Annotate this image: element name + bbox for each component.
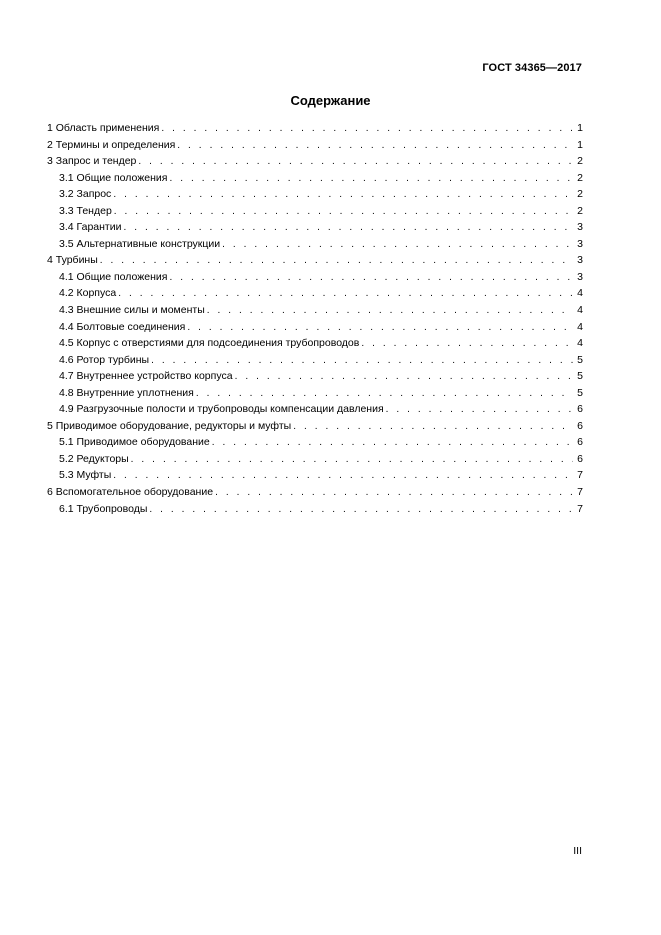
toc-entry-label: 6.1 Трубопроводы: [59, 502, 148, 515]
toc-entry-page: 6: [577, 436, 583, 449]
toc-entry-page: 4: [577, 320, 583, 333]
toc-dot-leader: [169, 171, 573, 187]
toc-dot-leader: [235, 369, 573, 385]
toc-entry[interactable]: [47, 236, 583, 253]
toc-entry-label: 4.7 Внутреннее устройство корпуса: [59, 370, 233, 383]
toc-entry-page: 2: [577, 188, 583, 201]
toc-entry-page: 3: [577, 254, 583, 267]
toc-entry-label: 5 Приводимое оборудование, редукторы и муфты: [47, 419, 292, 432]
toc-entry[interactable]: [47, 153, 583, 170]
toc-dot-leader: [149, 502, 573, 518]
toc-dot-leader: [169, 270, 573, 286]
toc-entry-label: 4.1 Общие положения: [59, 270, 168, 283]
toc-entry-page: 7: [577, 486, 583, 499]
page-number: III: [573, 845, 582, 857]
toc-entry-page: 2: [577, 171, 583, 184]
toc-entry-page: 3: [577, 270, 583, 283]
toc-entry-page: 3: [577, 221, 583, 234]
toc-entry[interactable]: [47, 269, 583, 286]
toc-dot-leader: [131, 452, 573, 468]
toc-entry-page: 4: [577, 287, 583, 300]
toc-dot-leader: [123, 220, 573, 236]
toc-entry[interactable]: [47, 335, 583, 352]
toc-entry-label: 5.3 Муфты: [59, 469, 112, 482]
toc-entry[interactable]: [47, 434, 583, 451]
toc-entry[interactable]: [47, 352, 583, 369]
toc-entry-label: 4 Турбины: [47, 254, 98, 267]
toc-entry-label: 5.1 Приводимое оборудование: [59, 436, 210, 449]
toc-entry-page: 6: [577, 419, 583, 432]
toc-entry-label: 6 Вспомогательное оборудование: [47, 486, 214, 499]
toc-entry-label: 4.2 Корпуса: [59, 287, 117, 300]
toc-entry[interactable]: [47, 302, 583, 319]
toc-entry-page: 1: [577, 122, 583, 134]
toc-entry-page: 6: [577, 452, 583, 465]
toc-entry[interactable]: [47, 252, 583, 269]
toc-dot-leader: [386, 402, 573, 418]
toc-entry[interactable]: [47, 170, 583, 187]
toc-entry-label: 4.9 Разгрузочные полости и трубопроводы компенсации давления: [59, 403, 384, 416]
toc-entry-label: 3.2 Запрос: [59, 188, 112, 201]
document-code: ГОСТ 34365—2017: [482, 62, 582, 74]
toc-entry-label: 3.3 Тендер: [59, 204, 112, 217]
toc-dot-leader: [361, 336, 573, 352]
toc-entry-label: 4.5 Корпус с отверстиями для подсоединения трубопроводов: [59, 337, 360, 350]
toc-entry-page: 3: [577, 237, 583, 250]
toc-dot-leader: [100, 253, 573, 269]
toc-entry[interactable]: [47, 401, 583, 418]
toc-entry[interactable]: [47, 451, 583, 468]
toc-entry-page: 4: [577, 304, 583, 317]
toc-entry-page: 6: [577, 403, 583, 416]
toc-entry-label: 4.4 Болтовые соединения: [59, 320, 186, 333]
toc-dot-leader: [293, 419, 573, 435]
toc-entry[interactable]: [47, 418, 583, 435]
toc-entry[interactable]: [47, 120, 583, 137]
toc-dot-leader: [215, 485, 573, 501]
toc-entry-page: 7: [577, 469, 583, 482]
toc-entry[interactable]: [47, 186, 583, 203]
toc-entry-label: 4.8 Внутренние уплотнения: [59, 386, 194, 399]
toc-entry[interactable]: [47, 319, 583, 336]
toc-entry[interactable]: [47, 137, 583, 154]
toc-entry[interactable]: [47, 467, 583, 484]
toc-entry[interactable]: [47, 501, 583, 518]
toc-dot-leader: [196, 386, 573, 402]
toc-entry-page: 7: [577, 502, 583, 515]
toc-entry-label: 3.4 Гарантии: [59, 221, 122, 234]
toc-dot-leader: [222, 237, 573, 253]
toc-dot-leader: [187, 320, 573, 336]
toc-dot-leader: [118, 286, 573, 302]
toc-entry-label: 3.5 Альтернативные конструкции: [59, 237, 221, 250]
toc-entry[interactable]: [47, 285, 583, 302]
toc-dot-leader: [212, 435, 573, 451]
toc-entry-label: 3.1 Общие положения: [59, 171, 168, 184]
toc-entry-page: 5: [577, 353, 583, 366]
toc-dot-leader: [177, 138, 573, 154]
toc-dot-leader: [114, 204, 573, 220]
toc-entry[interactable]: [47, 368, 583, 385]
toc-entry-label: 1 Область применения: [47, 122, 160, 134]
toc-dot-leader: [113, 468, 573, 484]
toc-entry-page: 2: [577, 204, 583, 217]
toc-entry[interactable]: [47, 219, 583, 236]
toc-entry[interactable]: [47, 484, 583, 501]
toc-dot-leader: [138, 154, 573, 170]
toc-entry-label: 2 Термины и определения: [47, 138, 176, 151]
toc-title: Содержание: [290, 93, 371, 108]
toc-entry-label: 5.2 Редукторы: [59, 452, 129, 465]
toc-entry-label: 4.6 Ротор турбины: [59, 353, 150, 366]
toc-entry-page: 4: [577, 337, 583, 350]
toc-entry-label: 3 Запрос и тендер: [47, 155, 137, 168]
toc-entry-page: 1: [577, 138, 583, 151]
toc-entry[interactable]: [47, 203, 583, 220]
toc-entry-page: 5: [577, 386, 583, 399]
toc-dot-leader: [161, 121, 573, 137]
toc-dot-leader: [113, 187, 573, 203]
toc-entry-label: 4.3 Внешние силы и моменты: [59, 304, 205, 317]
toc-dot-leader: [207, 303, 573, 319]
toc-dot-leader: [151, 353, 573, 369]
toc-entry[interactable]: [47, 385, 583, 402]
toc-entry-page: 2: [577, 155, 583, 168]
table-of-contents: [47, 120, 583, 517]
toc-entry-page: 5: [577, 370, 583, 383]
